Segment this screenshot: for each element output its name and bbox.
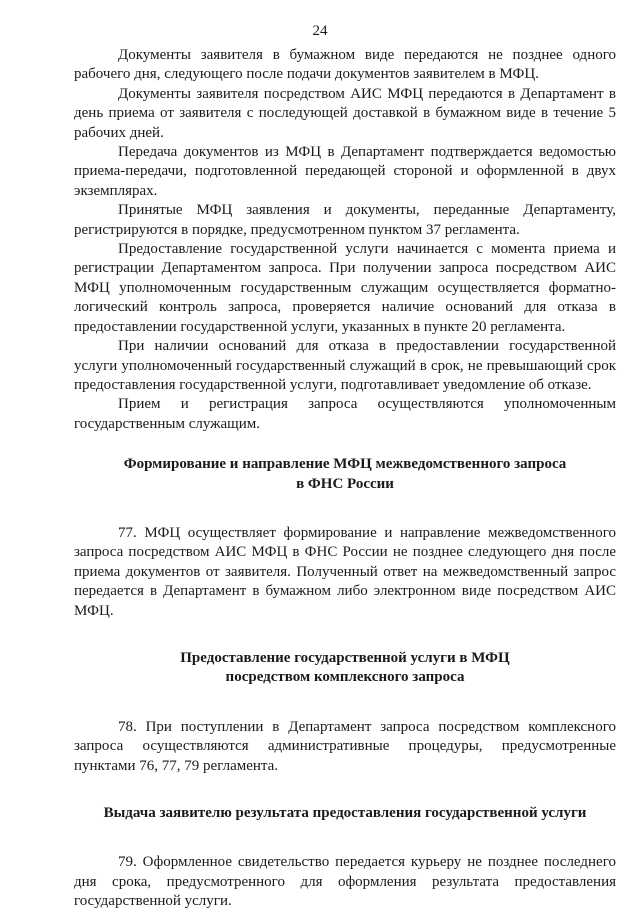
paragraph-transfer-statement: Передача документов из МФЦ в Департамент подтверждается ведомостью приема-передачи, подготовленной передающей стороной и оформленной в двух экземплярах. (74, 144, 616, 199)
section-heading-complex-request (74, 649, 616, 688)
section-heading-result-issuance (74, 804, 616, 823)
paragraph-documents-ais: Документы заявителя посредством АИС МФЦ передаются в Департамент в день приема от заявителя с последующей доставкой в бумажном виде в течение 5 рабочих дней. (74, 85, 616, 141)
section-heading-line: посредством комплексного запроса (225, 669, 465, 686)
paragraph-reception: Прием и регистрация запроса осуществляются уполномоченным государственным служащим. (74, 396, 616, 432)
section-heading-line: Формирование и направление МФЦ межведомственного запроса (123, 456, 567, 473)
paragraph-registration: Принятые МФЦ заявления и документы, переданные Департаменту, регистрируются в порядке, предусмотренном пунктом 37 регламента. (74, 202, 616, 238)
paragraph-documents-paper: Документы заявителя в бумажном виде передаются не позднее одного рабочего дня, следующего после подачи документов заявителем в МФЦ. (74, 47, 616, 83)
section-heading-line: в ФНС России (296, 475, 394, 492)
section-heading-line: Предоставление государственной услуги в МФЦ (180, 649, 510, 666)
paragraph-refusal-notice: При наличии оснований для отказа в предоставлении государственной услуги уполномоченный государственный служащий в срок, не превышающий срок предоставления государственной услуги, подготавливает уведомление об отказе. (74, 338, 616, 393)
section-heading-line: Выдача заявителю результата предоставления государственной услуги (103, 805, 587, 821)
paragraph-item-78: 78. При поступлении в Департамент запроса посредством комплексного запроса осуществляются административные процедуры, предусмотренные пунктами 76, 77, 79 регламента. (74, 718, 616, 774)
page-number: 24 (312, 23, 328, 39)
page-content (74, 46, 616, 912)
paragraph-service-start: Предоставление государственной услуги начинается с момента приема и регистрации Департаментом запроса. При получении запроса посредством АИС МФЦ уполномоченным государственным служащим осуществляется форматно-логический контроль запроса, проверяется наличие оснований для отказа в предоставлении государственной услуги, указанных в пункте 20 регламента. (74, 241, 616, 335)
paragraph-item-77: 77. МФЦ осуществляет формирование и направление межведомственного запроса посредством АИС МФЦ в ФНС России не позднее следующего дня после приема документов от заявителя. Полученный ответ на межведомственный запрос передается в Департамент в бумажном либо электронном виде посредством АИС МФЦ. (74, 524, 616, 619)
section-heading-interagency-request (74, 455, 616, 494)
paragraph-item-79: 79. Оформленное свидетельство передается курьеру не позднее последнего дня срока, предусмотренного для оформления результата предоставления государственной услуги. (74, 854, 616, 910)
